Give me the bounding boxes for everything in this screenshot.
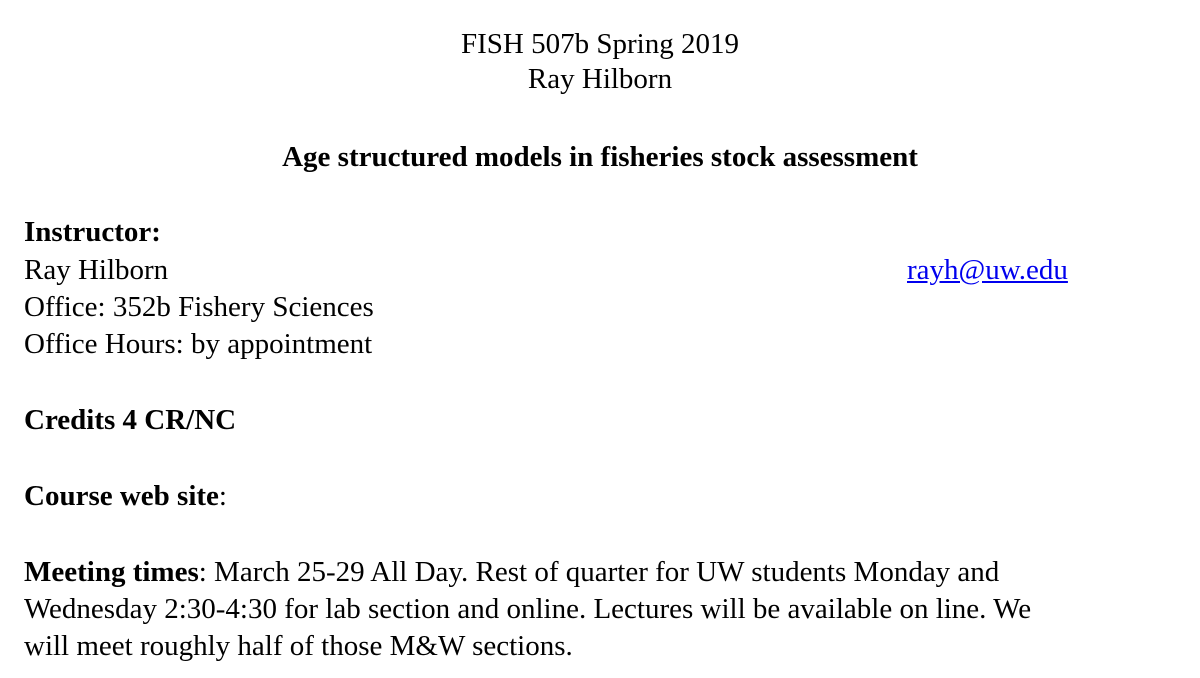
- instructor-heading: Instructor:: [24, 216, 161, 248]
- website-line: [24, 477, 227, 515]
- meeting-line-3: will meet roughly half of those M&W sections.: [24, 630, 573, 662]
- instructor-email-link[interactable]: rayh@uw.edu: [907, 254, 1068, 286]
- meeting-line-1: [24, 553, 999, 591]
- website-colon: :: [218, 480, 227, 512]
- instructor-office: Office: 352b Fishery Sciences: [24, 291, 374, 323]
- website-label: Course web site: [24, 480, 219, 512]
- meeting-text-1: : March 25-29 All Day. Rest of quarter for UW students Monday and: [198, 556, 1000, 588]
- document-title: Age structured models in fisheries stock assessment: [282, 141, 918, 173]
- meeting-line-2: Wednesday 2:30-4:30 for lab section and online. Lectures will be available on line. We: [24, 593, 1032, 625]
- author-line: Ray Hilborn: [527, 63, 673, 95]
- credits-heading: Credits 4 CR/NC: [24, 404, 237, 436]
- meeting-label: Meeting times: [24, 556, 199, 588]
- course-line: FISH 507b Spring 2019: [461, 28, 739, 60]
- instructor-name: Ray Hilborn: [24, 254, 169, 286]
- instructor-office-hours: Office Hours: by appointment: [24, 328, 373, 360]
